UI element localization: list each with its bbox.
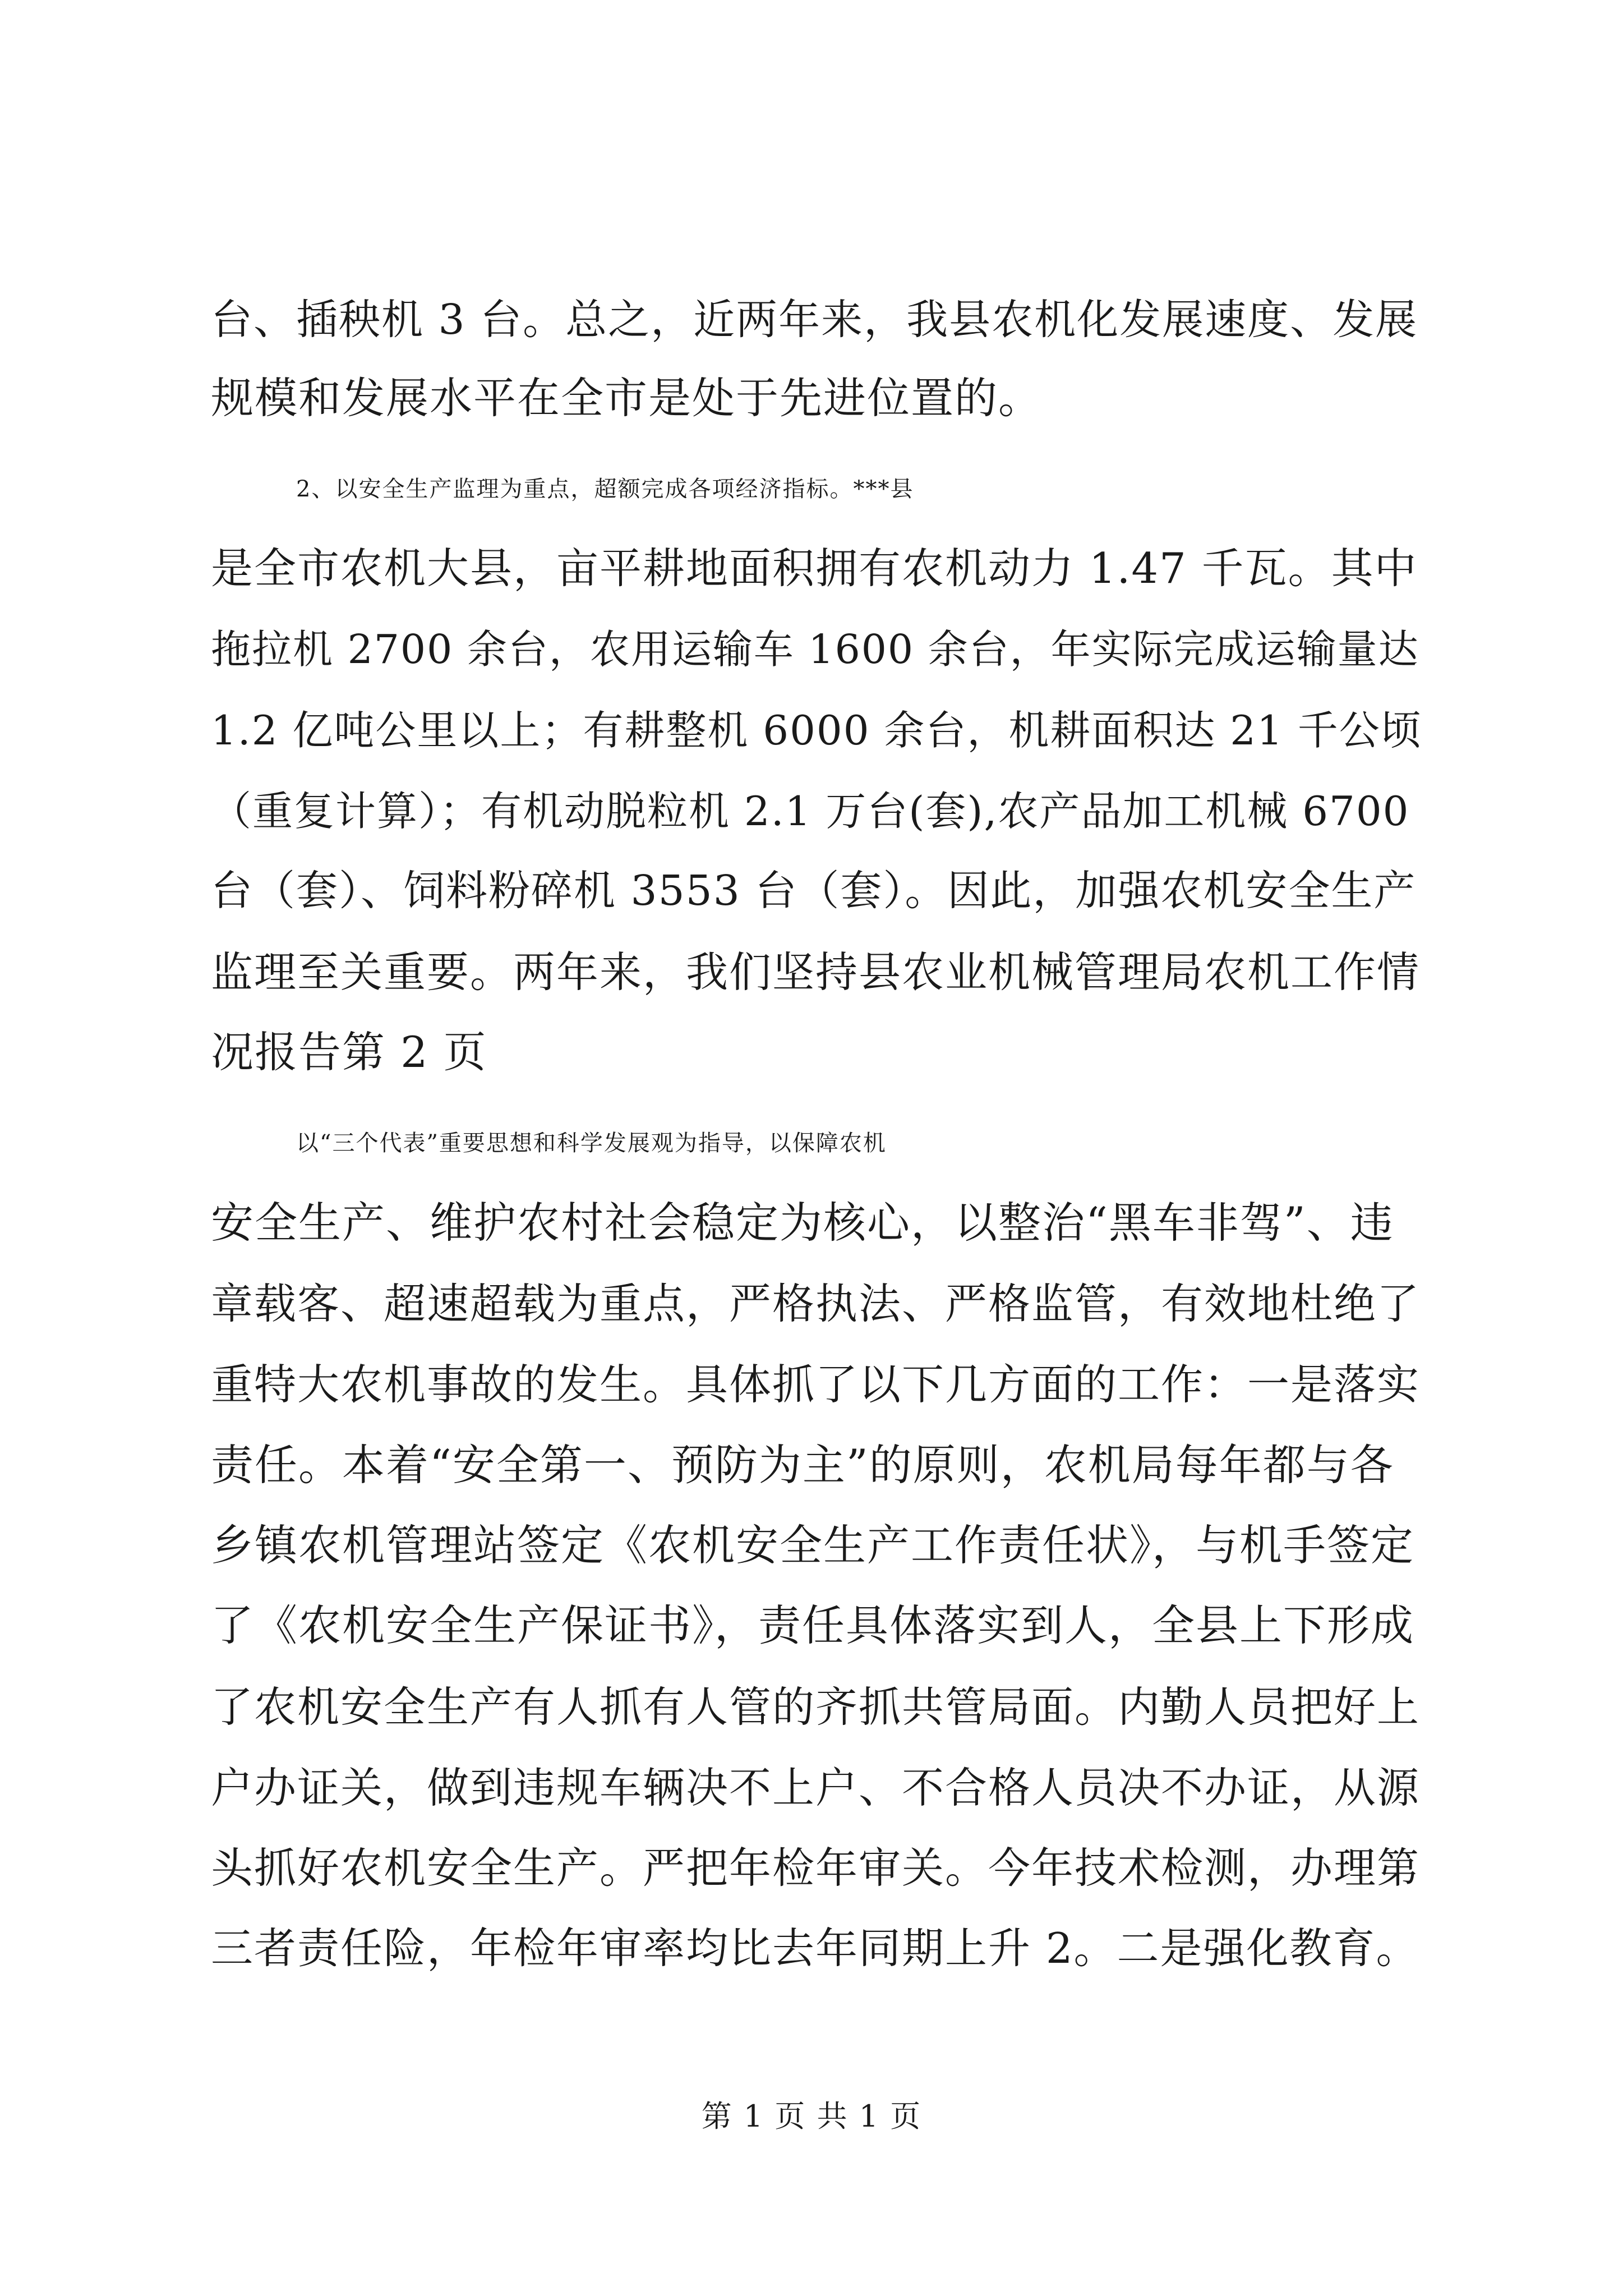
text-line: （重复计算）；有机动脱粒机 2.1 万台(套),农产品加工机械 6700 [211,788,1410,835]
page-footer: 第 1 页 共 1 页 [701,2099,922,2134]
text-line: 拖拉机 2700 余台，农用运输车 1600 余台，年实际完成运输量达 [211,626,1419,673]
paragraph-start-line: 2、以安全生产监理为重点，超额完成各项经济指标。***县 [296,476,914,502]
text-line: 章载客、超速超载为重点，严格执法、严格监管，有效地杜绝了 [211,1279,1421,1328]
text-line: 安全生产、维护农村社会稳定为核心，以整治“黑车非驾”、违 [211,1198,1394,1248]
text-line: 头抓好农机安全生产。严把年检年审关。今年技术检测，办理第 [211,1843,1421,1893]
text-line: 了农机安全生产有人抓有人管的齐抓共管局面。内勤人员把好上 [211,1682,1421,1732]
text-line: 是全市农机大县，亩平耕地面积拥有农机动力 1.47 千瓦。其中 [211,544,1418,593]
text-line: 规模和发展水平在全市是处于先进位置的。 [211,373,1042,423]
text-line: 重特大农机事故的发生。具体抓了以下几方面的工作：一是落实 [211,1360,1421,1409]
text-line: 1.2 亿吨公里以上；有耕整机 6000 余台，机耕面积达 21 千公顷 [211,707,1422,754]
paragraph-start-line: 以“三个代表”重要思想和科学发展观为指导，以保障农机 [296,1130,887,1156]
text-line: 户办证关，做到违规车辆决不上户、不合格人员决不办证，从源 [211,1763,1421,1812]
text-line: 三者责任险，年检年审率均比去年同期上升 2。二是强化教育。 [211,1924,1419,1973]
text-line: 乡镇农机管理站签定《农机安全生产工作责任状》，与机手签定 [211,1520,1414,1570]
text-line: 台、插秧机 3 台。总之，近两年来，我县农机化发展速度、发展 [211,296,1418,344]
text-line: 况报告第 2 页 [211,1027,487,1077]
text-line: 了《农机安全生产保证书》，责任具体落实到人，全县上下形成 [211,1600,1414,1650]
text-line: 监理至关重要。两年来，我们坚持县农业机械管理局农机工作情 [211,947,1421,997]
text-line: 责任。本着“安全第一、预防为主”的原则，农机局每年都与各 [211,1440,1394,1490]
text-line: 台（套）、饲料粉碎机 3553 台（套）。因此，加强农机安全生产 [211,867,1417,915]
